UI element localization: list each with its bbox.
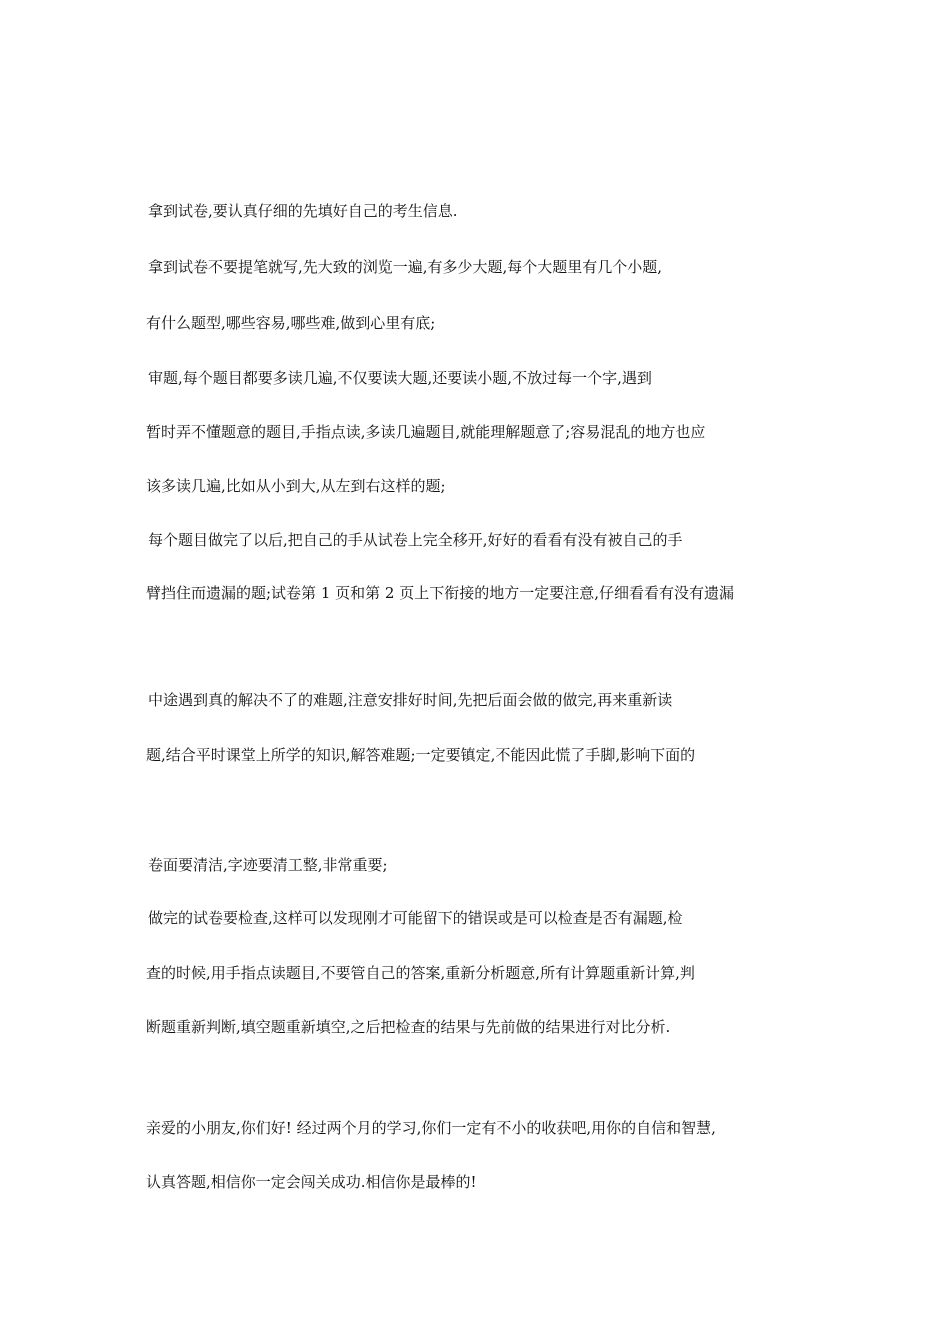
text-line-difficult-1: 中途遇到真的解决不了的难题,注意安排好时间,先把后面会做的做完,再来重新读: [148, 691, 673, 709]
text-line-greeting-1: 亲爱的小朋友,你们好! 经过两个月的学习,你们一定有不小的收获吧,用你的自信和智慧,: [146, 1119, 716, 1137]
text-line-review-2: 暂时弄不懂题意的题目,手指点读,多读几遍题目,就能理解题意了;容易混乱的地方也应: [146, 423, 706, 441]
text-line-browse-2: 有什么题型,哪些容易,哪些难,做到心里有底;: [146, 314, 436, 332]
text-line-hand-1: 每个题目做完了以后,把自己的手从试卷上完全移开,好好的看看有没有被自己的手: [148, 531, 683, 549]
text-line-greeting-2: 认真答题,相信你一定会闯关成功.相信你是最棒的!: [146, 1173, 477, 1191]
text-line-review-3: 该多读几遍,比如从小到大,从左到右这样的题;: [146, 477, 446, 495]
text-line-check-2: 查的时候,用手指点读题目,不要管自己的答案,重新分析题意,所有计算题重新计算,判: [146, 964, 695, 982]
text-line-hand-2: 臂挡住而遗漏的题;试卷第 1 页和第 2 页上下衔接的地方一定要注意,仔细看看有没有遗漏: [146, 584, 734, 602]
text-line-browse-1: 拿到试卷不要提笔就写,先大致的浏览一遍,有多少大题,每个大题里有几个小题,: [148, 258, 663, 276]
text-line-check-1: 做完的试卷要检查,这样可以发现刚才可能留下的错误或是可以检查是否有漏题,检: [148, 909, 683, 927]
text-line-review-1: 审题,每个题目都要多读几遍,不仅要读大题,还要读小题,不放过每一个字,遇到: [148, 369, 652, 387]
text-line-difficult-2: 题,结合平时课堂上所学的知识,解答难题;一定要镇定,不能因此慌了手脚,影响下面的: [146, 746, 696, 764]
text-line-check-3: 断题重新判断,填空题重新填空,之后把检查的结果与先前做的结果进行对比分析.: [146, 1018, 671, 1036]
text-line-neatness: 卷面要清洁,字迹要清工整,非常重要;: [148, 856, 388, 874]
text-line-fill-info: 拿到试卷,要认真仔细的先填好自己的考生信息.: [148, 202, 458, 220]
